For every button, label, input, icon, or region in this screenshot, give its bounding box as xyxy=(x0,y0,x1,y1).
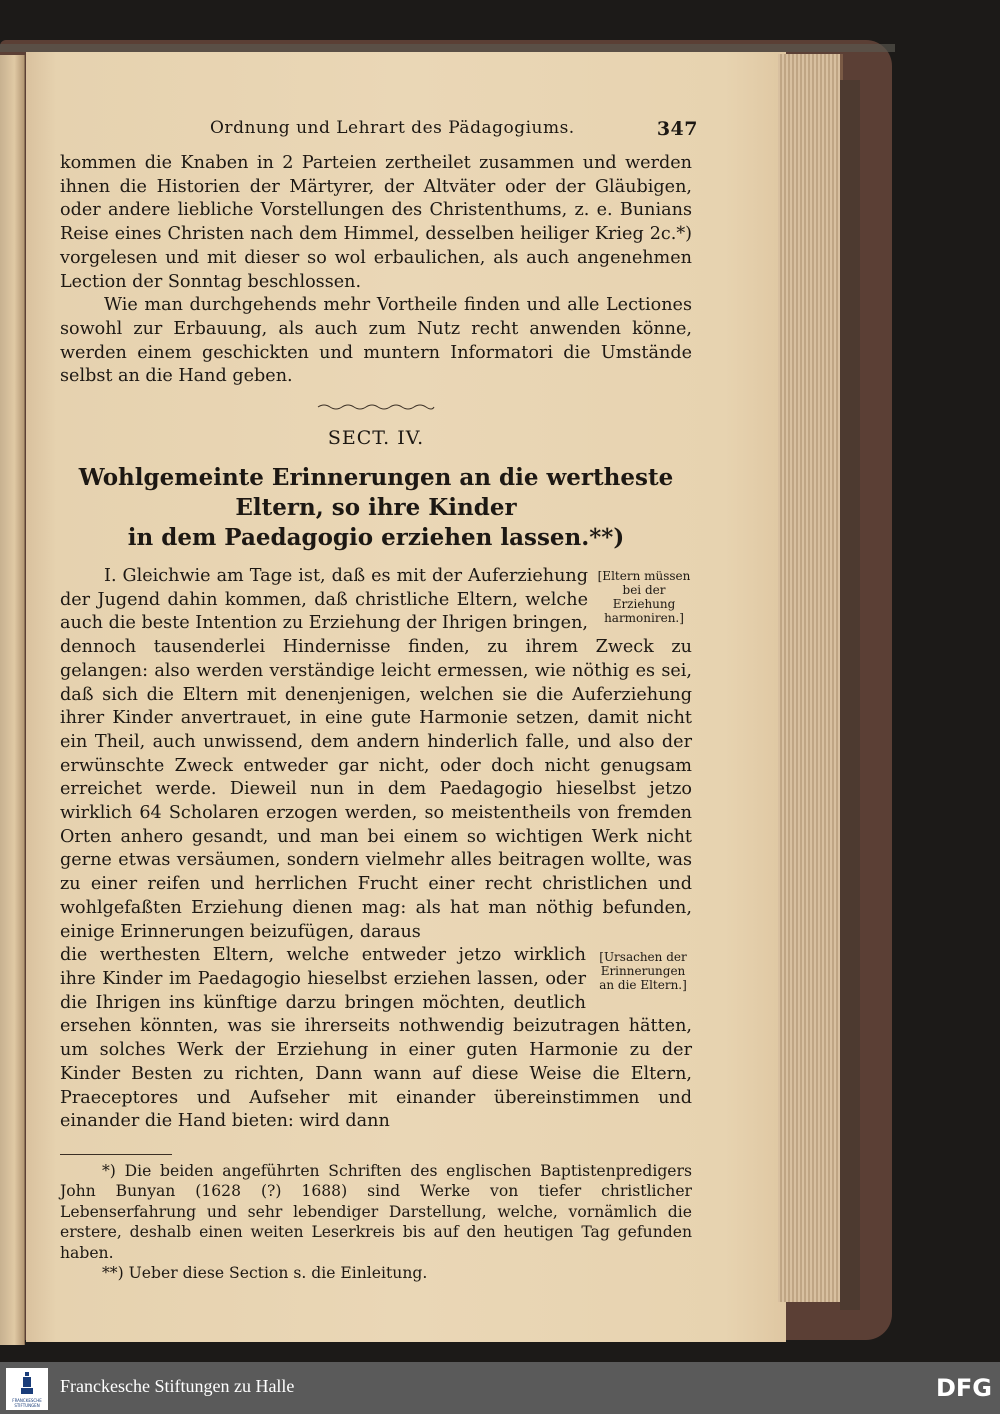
section-heading xyxy=(60,463,692,553)
margin-note-1: [Eltern müssen bei der Erziehung harmoniren.] xyxy=(597,569,691,626)
institution-emblem-icon xyxy=(21,1372,33,1394)
organization-name: Franckesche Stiftungen zu Halle xyxy=(60,1376,295,1396)
franckesche-logo-icon[interactable] xyxy=(6,1368,48,1410)
section-body xyxy=(60,565,692,1134)
footnote-1 xyxy=(60,1161,692,1264)
footnote-1-text: Die beiden angeführten Schriften des englischen Baptistenpredigers John Bunyan (1628 (?) 1688) sind Werke von tiefer christlicher Lebenserfahrung und sehr lebendiger Darstellung, welche, vornämlich die erstere, deshalb einen weiten Leserkreis bis auf den heutigen Tag gefunden haben. xyxy=(60,1161,692,1262)
section-label: SECT. IV. xyxy=(327,427,425,450)
binding-shadow xyxy=(840,80,860,1310)
section-heading-line-2: in dem Paedagogio erziehen lassen.**) xyxy=(127,524,625,552)
paragraph-1: kommen die Knaben in 2 Parteien zertheilet zusammen und werden ihnen die Historien der Märtyrer, der Altväter oder der Gläubigen, oder andere liebliche Vorstellungen des Christenthums, z. e. Bunians Reise eines Christen nach dem Himmel, desselben heiliger Krieg 2c.*) vorgelesen und mit dieser so wol erbaulichen, als auch angenehmen Lection der Sonntag beschlossen. xyxy=(60,153,692,292)
dfg-logo-icon[interactable]: DFG xyxy=(935,1374,992,1402)
margin-note-2: [Ursachen der Erinnerungen an die Eltern.] xyxy=(599,950,687,993)
footnote-2 xyxy=(60,1263,692,1284)
footnote-2-text: Ueber diese Section s. die Einleitung. xyxy=(128,1264,428,1283)
page-text xyxy=(60,118,698,1284)
page-number: 347 xyxy=(656,118,698,140)
running-head xyxy=(60,118,698,152)
ornament-divider xyxy=(316,401,436,413)
footnote-2-marker: **) xyxy=(102,1264,124,1283)
cover-edge xyxy=(0,44,895,52)
body-paragraph-part-1: I. Gleichwie am Tage ist, daß es mit der Auferziehung der Jugend dahin kommen, daß christliche Eltern, welche auch die beste Intention zu Erziehung der Ihrigen bringen, dennoch tausenderlei Hindernisse finden, zu ihrem Zweck zu gelangen: also werden verständige leicht ermessen, wie nöthig es sei, daß sich die Eltern mit denenjenigen, welchen sie die Auferziehung ihrer Kinder anvertrauet, in eine gute Harmonie setzen, damit nicht ein Theil, auch unwissend, dem andern hinderlich falle, und also der erwünschte Zweck entweder gar nicht, oder doch nicht genugsam erreichet werde. Dieweil nun in dem Paedagogio hieselbst jetzo wirklich 64 Scholaren erzogen werden, so meistentheils von fremden Orten anhero gesandt, und man bei einem so wichtigen Werk nicht gerne etwas versäumen, sondern vielmehr alles beitragen wollte, was zu einer reifen und herrlichen Frucht einer recht christlichen und wohlgefaßten Erziehung dienen mag: als hat man nöthig befunden, einige Erinnerungen beizufügen, daraus xyxy=(60,566,692,942)
body-paragraph-part-2: die werthesten Eltern, welche entweder jetzo wirklich ihre Kinder im Paedagogio hieselbst erziehen lassen, oder die Ihrigen ins künftige darzu bringen möchten, deutlich ersehen könnten, was sie ihrerseits nothwendig beizutragen hätten, um solches Werk der Erziehung in einer guten Harmonie zu der Kinder Besten zu richten, Dann wann auf diese Weise die Eltern, Praeceptores und Aufseher mit einander übereinstimmen und einander die Hand bieten: wird dann xyxy=(60,945,692,1132)
logo-text: FRANCKESCHE STIFTUNGEN xyxy=(12,1398,42,1408)
paragraph-2: Wie man durchgehends mehr Vortheile finden und alle Lectiones sowohl zur Erbauung, als auch zum Nutz recht anwenden könne, werden einem geschickten und muntern Informatori die Umstände selbst an die Hand geben. xyxy=(60,295,692,387)
page-block-edge xyxy=(778,54,843,1302)
running-title: Ordnung und Lehrart des Pädagogiums. xyxy=(210,118,575,138)
footer-bar xyxy=(0,1362,1000,1414)
section-heading-line-1: Wohlgemeinte Erinnerungen an die wertheste Eltern, so ihre Kinder xyxy=(78,464,674,522)
facing-page-edge xyxy=(0,55,25,1345)
footnote-1-marker: *) xyxy=(102,1161,116,1180)
footnote-rule xyxy=(60,1154,172,1155)
